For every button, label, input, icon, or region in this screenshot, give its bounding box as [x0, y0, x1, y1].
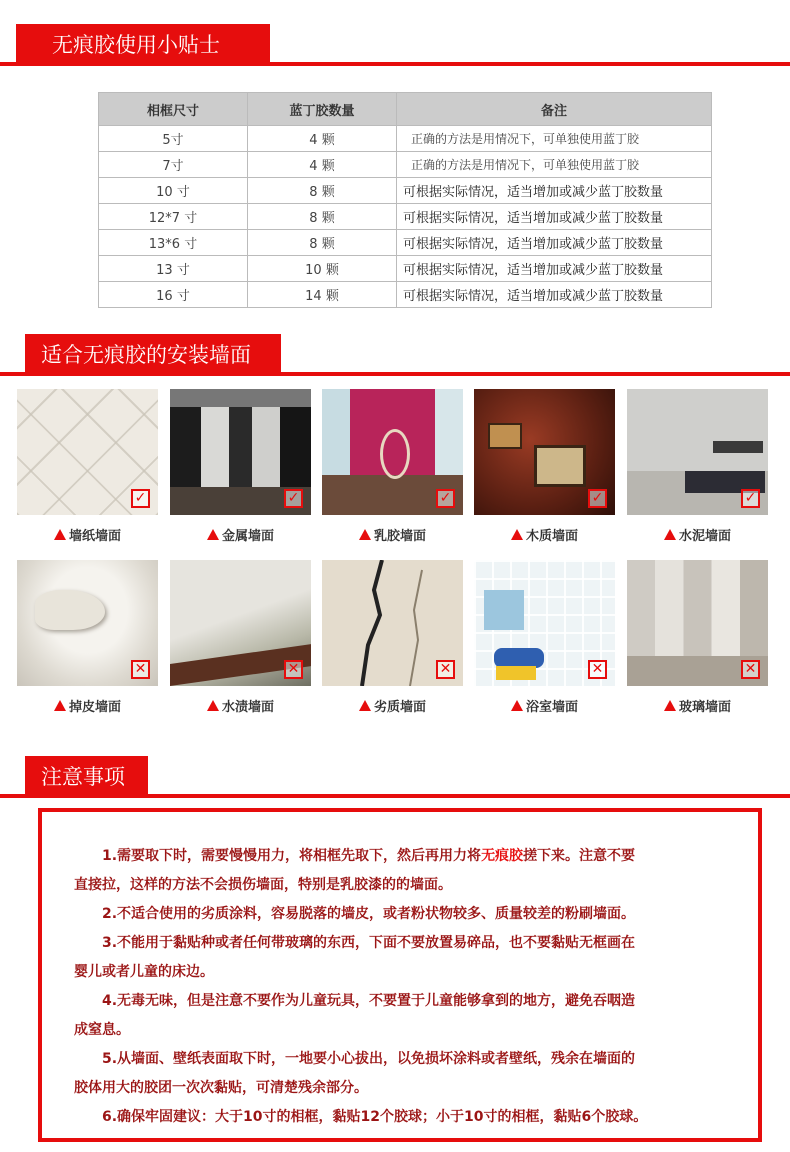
wall-card-poor-quality — [322, 560, 463, 715]
tips-banner — [0, 20, 790, 66]
check-icon: ✓ — [741, 489, 760, 508]
cell-size: 7寸 — [99, 152, 248, 178]
peeling-wall-photo — [17, 560, 158, 686]
cell-note: 可根据实际情况，适当增加或减少蓝丁胶数量 — [397, 178, 712, 204]
notes-banner — [0, 752, 790, 798]
wall-label: 木质墙面 — [525, 529, 578, 544]
wall-caption — [322, 525, 463, 544]
wall-caption — [474, 525, 615, 544]
note-5-cont: 胶体用大的胶团一次次黏贴，可清楚残余部分。 — [74, 1080, 368, 1096]
cell-note: 正确的方法是用情况下，可单独使用蓝丁胶 — [397, 126, 712, 152]
cement-wall-photo — [627, 389, 768, 515]
note-2-text: 2.不适合使用的劣质涂料，容易脱落的墙皮，或者粉状物较多、质量较差的粉刷墙面。 — [102, 906, 636, 922]
note-1-text: 1.需要取下时，需要慢慢用力，将相框先取下，然后再用力将 — [102, 848, 482, 864]
wall-card-water-stain — [170, 560, 311, 715]
header-size: 相框尺寸 — [99, 93, 248, 126]
table-row — [99, 178, 712, 204]
table-row — [99, 282, 712, 308]
wall-card-latex — [322, 389, 463, 544]
cross-icon: ✕ — [588, 660, 607, 679]
check-icon: ✓ — [436, 489, 455, 508]
wall-card-wallpaper — [17, 389, 158, 544]
cell-quantity: 10 颗 — [248, 256, 397, 282]
cell-size: 16 寸 — [99, 282, 248, 308]
note-6 — [74, 1103, 736, 1132]
note-1-highlight: 无痕胶 — [481, 848, 524, 864]
wall-label: 水泥墙面 — [678, 529, 731, 544]
water-stain-wall-photo — [170, 560, 311, 686]
wall-caption — [170, 696, 311, 715]
warning-triangle-icon — [54, 700, 66, 711]
cracked-wall-photo — [322, 560, 463, 686]
wallpaper-wall-photo — [17, 389, 158, 515]
cell-note: 正确的方法是用情况下，可单独使用蓝丁胶 — [397, 152, 712, 178]
bathroom-wall-photo — [474, 560, 615, 686]
wall-card-peeling — [17, 560, 158, 715]
warning-triangle-icon — [664, 529, 676, 540]
note-4-cont: 成窒息。 — [74, 1022, 130, 1038]
cell-note: 可根据实际情况，适当增加或减少蓝丁胶数量 — [397, 282, 712, 308]
metal-wall-photo — [170, 389, 311, 515]
wall-label: 玻璃墙面 — [678, 700, 731, 715]
table-row — [99, 126, 712, 152]
cell-note: 可根据实际情况，适当增加或减少蓝丁胶数量 — [397, 204, 712, 230]
cell-quantity: 8 颗 — [248, 230, 397, 256]
cell-quantity: 4 颗 — [248, 126, 397, 152]
wall-caption — [474, 696, 615, 715]
note-3-text: 3.不能用于黏贴种或者任何带玻璃的东西，下面不要放置易碎品，也不要黏贴无框画在 — [102, 935, 636, 951]
warning-triangle-icon — [207, 700, 219, 711]
cell-quantity: 8 颗 — [248, 204, 397, 230]
cell-size: 12*7 寸 — [99, 204, 248, 230]
cross-icon: ✕ — [741, 660, 760, 679]
warning-triangle-icon — [359, 700, 371, 711]
note-1-cont: 直接拉，这样的方法不会损伤墙面，特别是乳胶漆的的墙面。 — [74, 877, 452, 893]
cell-quantity: 4 颗 — [248, 152, 397, 178]
note-6-text: 6.确保牢固建议：大于10寸的相框，黏贴12个胶球；小于10寸的相框，黏贴6个胶球。 — [102, 1109, 648, 1125]
table-row — [99, 230, 712, 256]
wall-label: 墙纸墙面 — [68, 529, 121, 544]
notes-box — [38, 808, 762, 1142]
table-row — [99, 256, 712, 282]
wall-label: 水渍墙面 — [221, 700, 274, 715]
cross-icon: ✕ — [436, 660, 455, 679]
wall-caption — [17, 696, 158, 715]
cell-size: 13 寸 — [99, 256, 248, 282]
note-3 — [74, 929, 736, 958]
warning-triangle-icon — [207, 529, 219, 540]
cell-note: 可根据实际情况，适当增加或减少蓝丁胶数量 — [397, 230, 712, 256]
header-quantity: 蓝丁胶数量 — [248, 93, 397, 126]
wood-wall-photo — [474, 389, 615, 515]
note-5 — [74, 1045, 736, 1074]
note-1 — [74, 842, 736, 871]
wall-caption — [17, 525, 158, 544]
header-note: 备注 — [397, 93, 712, 126]
cell-quantity: 8 颗 — [248, 178, 397, 204]
wall-label: 乳胶墙面 — [373, 529, 426, 544]
cell-quantity: 14 颗 — [248, 282, 397, 308]
table-header-row — [99, 93, 712, 126]
wall-card-cement — [627, 389, 768, 544]
table-row — [99, 204, 712, 230]
table-row — [99, 152, 712, 178]
check-icon: ✓ — [588, 489, 607, 508]
note-5-text: 5.从墙面、壁纸表面取下时，一地要小心拔出，以免损坏涂料或者壁纸，残余在墙面的 — [102, 1051, 636, 1067]
warning-triangle-icon — [511, 529, 523, 540]
note-3-cont: 婴儿或者儿童的床边。 — [74, 964, 214, 980]
wall-caption — [170, 525, 311, 544]
cell-size: 13*6 寸 — [99, 230, 248, 256]
check-icon: ✓ — [131, 489, 150, 508]
note-4-text: 4.无毒无味，但是注意不要作为儿童玩具，不要置于儿童能够拿到的地方，避免吞咽造 — [102, 993, 636, 1009]
tips-title: 无痕胶使用小贴士 — [16, 24, 270, 66]
wall-caption — [627, 525, 768, 544]
cell-size: 10 寸 — [99, 178, 248, 204]
note-2 — [74, 900, 736, 929]
walls-title: 适合无痕胶的安装墙面 — [25, 334, 281, 376]
wall-card-wood — [474, 389, 615, 544]
warning-triangle-icon — [359, 529, 371, 540]
wall-label: 浴室墙面 — [525, 700, 578, 715]
note-1-text-end: 搓下来。注意不要 — [523, 848, 636, 864]
warning-triangle-icon — [54, 529, 66, 540]
wall-card-bathroom — [474, 560, 615, 715]
glass-wall-photo — [627, 560, 768, 686]
wall-label: 金属墙面 — [221, 529, 274, 544]
warning-triangle-icon — [664, 700, 676, 711]
latex-wall-photo — [322, 389, 463, 515]
wall-caption — [627, 696, 768, 715]
walls-banner — [0, 330, 790, 376]
note-4 — [74, 987, 736, 1016]
wall-caption — [322, 696, 463, 715]
cell-size: 5寸 — [99, 126, 248, 152]
cell-note: 可根据实际情况，适当增加或减少蓝丁胶数量 — [397, 256, 712, 282]
warning-triangle-icon — [511, 700, 523, 711]
check-icon: ✓ — [284, 489, 303, 508]
wall-card-glass — [627, 560, 768, 715]
wall-label: 劣质墙面 — [373, 700, 426, 715]
wall-card-metal — [170, 389, 311, 544]
wall-label: 掉皮墙面 — [68, 700, 121, 715]
glue-quantity-table — [98, 92, 712, 308]
cross-icon: ✕ — [131, 660, 150, 679]
notes-title: 注意事项 — [25, 756, 148, 798]
cross-icon: ✕ — [284, 660, 303, 679]
